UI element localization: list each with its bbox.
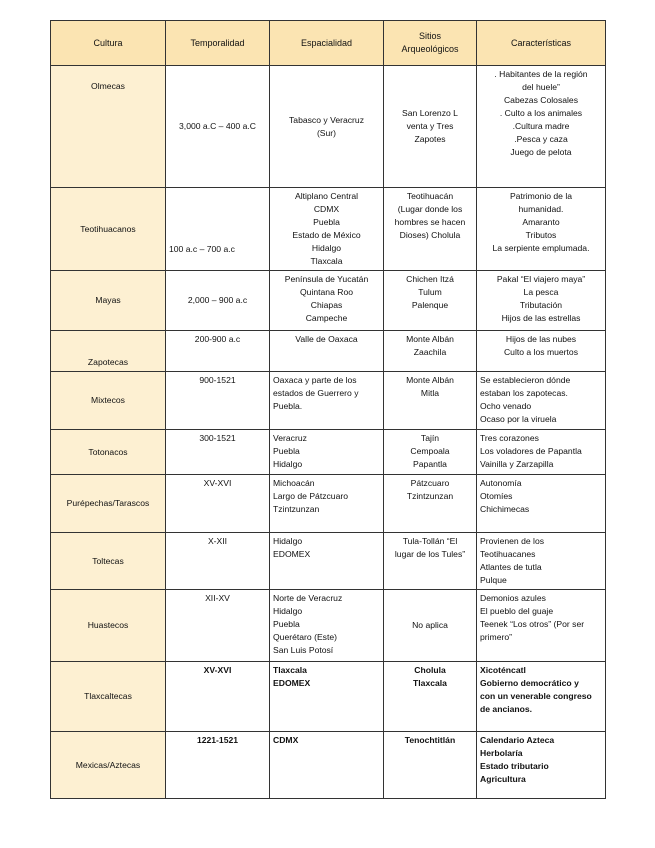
cultura-name: Mexicas/Aztecas (75, 759, 141, 770)
espacialidad-line: (Sur) (316, 127, 337, 138)
sitios-line: Teotihuacán (406, 191, 454, 201)
sitios-line: Cempoala (410, 446, 450, 456)
espacialidad-line: Chiapas (310, 300, 343, 310)
culture-row-tlaxcaltecas (51, 662, 606, 732)
header-temporalidad: Temporalidad (166, 21, 270, 66)
sitios-line: Mitla (420, 388, 440, 398)
espacialidad-line: Quintana Roo (299, 287, 354, 297)
caracteristicas-cell (477, 331, 606, 372)
caracteristicas-line: .Pesca y caza (514, 134, 568, 144)
caracteristicas-cell (477, 66, 606, 188)
sitios-line: Zapotes (414, 134, 446, 144)
sitios-line: venta y Tres (406, 121, 454, 131)
caracteristicas-line: Teenek “Los otros” (Por ser (480, 619, 585, 629)
espacialidad-line: Hidalgo (273, 459, 303, 469)
caracteristicas-line: Tres corazones (480, 433, 539, 443)
temporalidad-line: X-XII (207, 536, 228, 546)
caracteristicas-line: La serpiente emplumada. (492, 243, 590, 253)
caracteristicas-line: Otomíes (480, 491, 513, 501)
caracteristicas-line: Estado tributario (480, 761, 549, 771)
temporalidad-cell (166, 533, 270, 590)
caracteristicas-line: Atlantes de tutla (480, 562, 542, 572)
caracteristicas-line: Calendario Azteca (480, 735, 555, 745)
culture-row-mexicas-aztecas (51, 732, 606, 799)
espacialidad-line: Hidalgo (273, 606, 303, 616)
sitios-line: No aplica (412, 620, 448, 630)
sitios-line: Tenochtitlán (404, 735, 456, 745)
sitios-line: Palenque (411, 300, 449, 310)
culture-row-mayas (51, 271, 606, 331)
cultura-cell (51, 372, 166, 430)
caracteristicas-line: estaban los zapotecas. (480, 388, 568, 398)
sitios-cell (384, 662, 477, 732)
sitios-cell (384, 271, 477, 331)
caracteristicas-line: La pesca (523, 287, 559, 297)
caracteristicas-line: . Culto a los animales (499, 108, 583, 118)
temporalidad-cell (166, 372, 270, 430)
temporalidad-cell (166, 331, 270, 372)
caracteristicas-line: Hijos de las nubes (505, 334, 577, 344)
sitios-line: Dioses) Cholula (399, 230, 461, 240)
temporalidad-line: 100 a.c – 700 a.c (169, 244, 235, 254)
caracteristicas-cell (477, 590, 606, 662)
sitios-line: Chichen Itzá (406, 274, 454, 284)
caracteristicas-line: Vainilla y Zarzapilla (480, 459, 554, 469)
temporalidad-line: XV-XVI (203, 665, 232, 675)
caracteristicas-line: Demonios azules (480, 593, 546, 603)
sitios-cell (384, 732, 477, 799)
espacialidad-line: Puebla (313, 217, 340, 227)
sitios-cell (384, 372, 477, 430)
temporalidad-cell (166, 188, 270, 271)
espacialidad-line: Michoacán (273, 478, 315, 488)
culture-row-zapotecas (51, 331, 606, 372)
sitios-cell (384, 188, 477, 271)
header-espacialidad: Espacialidad (270, 21, 384, 66)
caracteristicas-line: del huele” (522, 82, 560, 92)
espacialidad-cell (270, 188, 384, 271)
caracteristicas-line: Patrimonio de la (509, 191, 573, 201)
cultura-name: Purépechas/Tarascos (66, 498, 150, 508)
caracteristicas-line: Se establecieron dónde (480, 375, 571, 385)
cultura-cell (51, 430, 166, 475)
caracteristicas-line: . Habitantes de la región (494, 69, 588, 79)
caracteristicas-line: El pueblo del guaje (480, 606, 554, 616)
caracteristicas-line: Culto a los muertos (503, 347, 579, 357)
sitios-cell (384, 430, 477, 475)
sitios-line: Papantla (413, 459, 447, 469)
temporalidad-cell (166, 662, 270, 732)
temporalidad-line: 1221-1521 (196, 735, 239, 745)
caracteristicas-cell (477, 475, 606, 533)
cultures-table (50, 20, 606, 799)
caracteristicas-cell (477, 662, 606, 732)
temporalidad-line: 900-1521 (199, 375, 236, 385)
espacialidad-line: CDMX (273, 735, 299, 745)
culture-row-purepechas-tarascos (51, 475, 606, 533)
cultura-cell (51, 66, 166, 188)
espacialidad-cell (270, 533, 384, 590)
espacialidad-line: Norte de Veracruz (273, 593, 343, 603)
espacialidad-line: Largo de Pátzcuaro (273, 491, 349, 501)
caracteristicas-line: Xicoténcatl (480, 665, 526, 675)
cultura-name: Teotihuacanos (80, 223, 136, 234)
caracteristicas-line: Juego de pelota (510, 147, 572, 157)
espacialidad-cell (270, 331, 384, 372)
caracteristicas-line: Autonomía (480, 478, 522, 488)
cultura-name: Toltecas (92, 555, 124, 566)
espacialidad-line: Península de Yucatán (284, 274, 369, 284)
caracteristicas-cell (477, 430, 606, 475)
caracteristicas-line: Agricultura (480, 774, 526, 784)
cultura-name: Totonacos (88, 446, 128, 457)
cultura-cell (51, 533, 166, 590)
temporalidad-cell (166, 66, 270, 188)
espacialidad-line: Hidalgo (311, 243, 342, 253)
caracteristicas-cell (477, 533, 606, 590)
espacialidad-line: Tlaxcala (310, 256, 343, 266)
header-sitios-arqueologicos: Sitios Arqueológicos (384, 21, 477, 66)
temporalidad-cell (166, 430, 270, 475)
cultura-name: Huastecos (87, 620, 129, 630)
sitios-line: Monte Albán (406, 375, 454, 385)
caracteristicas-cell (477, 188, 606, 271)
sitios-cell (384, 590, 477, 662)
espacialidad-line: Valle de Oaxaca (295, 334, 358, 344)
caracteristicas-line: primero” (480, 632, 512, 642)
espacialidad-cell (270, 475, 384, 533)
sitios-line: Monte Albán (406, 334, 454, 344)
caracteristicas-line: Los voladores de Papantla (480, 446, 582, 456)
sitios-line: Tlaxcala (413, 678, 447, 688)
culture-row-teotihuacanos (51, 188, 606, 271)
caracteristicas-line: Gobierno democrático y (480, 678, 579, 688)
espacialidad-line: Campeche (305, 313, 348, 323)
espacialidad-cell (270, 66, 384, 188)
caracteristicas-line: Herbolaría (480, 748, 523, 758)
espacialidad-line: EDOMEX (273, 678, 311, 688)
header-cultura: Cultura (51, 21, 166, 66)
cultura-name: Zapotecas (87, 357, 129, 367)
espacialidad-line: San Luis Potosí (273, 645, 334, 655)
sitios-line: Pátzcuaro (410, 478, 450, 488)
cultura-cell (51, 331, 166, 372)
espacialidad-line: Tlaxcala (273, 665, 307, 675)
temporalidad-line: XII-XV (205, 593, 230, 603)
espacialidad-cell (270, 430, 384, 475)
sitios-cell (384, 475, 477, 533)
temporalidad-cell (166, 271, 270, 331)
caracteristicas-line: Tributos (525, 230, 557, 240)
caracteristicas-line: Chichimecas (480, 504, 530, 514)
sitios-line: Tzintzunzan (406, 491, 454, 501)
temporalidad-line: 300-1521 (199, 433, 236, 443)
caracteristicas-cell (477, 372, 606, 430)
culture-row-olmecas (51, 66, 606, 188)
espacialidad-cell (270, 372, 384, 430)
sitios-cell (384, 66, 477, 188)
caracteristicas-line: Provienen de los (480, 536, 545, 546)
espacialidad-cell (270, 590, 384, 662)
espacialidad-line: CDMX (313, 204, 340, 214)
cultura-cell (51, 271, 166, 331)
caracteristicas-cell (477, 732, 606, 799)
temporalidad-line: 3,000 a.C – 400 a.C (179, 121, 256, 131)
sitios-line: Tulum (418, 287, 442, 297)
caracteristicas-line: de ancianos. (480, 704, 533, 714)
temporalidad-cell (166, 590, 270, 662)
temporalidad-line: XV-XVI (203, 478, 232, 488)
cultura-cell (51, 590, 166, 662)
culture-row-toltecas (51, 533, 606, 590)
sitios-line: (Lugar donde los (397, 204, 463, 214)
sitios-cell (384, 533, 477, 590)
cultura-name: Mayas (95, 295, 121, 305)
sitios-line: Tula-Tollán “El (402, 536, 458, 546)
espacialidad-line: EDOMEX (273, 549, 311, 559)
caracteristicas-line: Hijos de las estrellas (501, 313, 581, 323)
espacialidad-line: Tabasco y Veracruz (289, 114, 364, 125)
espacialidad-line: Puebla (273, 446, 300, 456)
caracteristicas-line: .Cultura madre (512, 121, 570, 131)
sitios-line: Zaachila (413, 347, 447, 357)
caracteristicas-line: Ocho venado (480, 401, 532, 411)
espacialidad-cell (270, 732, 384, 799)
caracteristicas-line: Tributación (519, 300, 563, 310)
cultura-cell (51, 732, 166, 799)
espacialidad-line: Tzintzunzan (273, 504, 320, 514)
espacialidad-line: Altiplano Central (294, 191, 359, 201)
espacialidad-line: Oaxaca y parte de los (273, 375, 357, 385)
cultura-cell (51, 662, 166, 732)
caracteristicas-line: Teotihuacanes (480, 549, 536, 559)
culture-row-totonacos (51, 430, 606, 475)
sitios-line: Cholula (414, 665, 446, 675)
sitios-line: Tajín (420, 433, 440, 443)
espacialidad-cell (270, 271, 384, 331)
temporalidad-cell (166, 475, 270, 533)
espacialidad-line: Puebla. (273, 401, 303, 411)
header-caracteristicas: Características (477, 21, 606, 66)
espacialidad-line: Estado de México (292, 230, 361, 240)
caracteristicas-line: con un venerable congreso (480, 691, 592, 701)
caracteristicas-line: Pulque (480, 575, 507, 585)
sitios-line: lugar de los Tules” (394, 549, 466, 559)
header-row (51, 21, 606, 66)
espacialidad-line: Veracruz (273, 433, 307, 443)
sitios-line: San Lorenzo L (402, 108, 458, 118)
cultura-name: Tlaxcaltecas (84, 691, 132, 701)
culture-row-huastecos (51, 590, 606, 662)
espacialidad-line: Querétaro (Este) (273, 632, 337, 642)
temporalidad-cell (166, 732, 270, 799)
cultura-name: Olmecas (91, 81, 125, 91)
espacialidad-line: Hidalgo (273, 536, 303, 546)
cultura-cell (51, 475, 166, 533)
caracteristicas-line: Cabezas Colosales (503, 95, 579, 105)
sitios-line: hombres se hacen (394, 217, 466, 227)
caracteristicas-line: Ocaso por la viruela (480, 414, 557, 424)
temporalidad-line: 2,000 – 900 a.c (187, 295, 248, 305)
sitios-cell (384, 331, 477, 372)
espacialidad-line: Puebla (273, 619, 300, 629)
caracteristicas-cell (477, 271, 606, 331)
cultura-name: Mixtecos (91, 395, 125, 405)
caracteristicas-line: Pakal “El viajero maya” (496, 274, 586, 284)
cultura-cell (51, 188, 166, 271)
espacialidad-line: estados de Guerrero y (273, 388, 359, 398)
temporalidad-line: 200-900 a.c (194, 334, 241, 344)
caracteristicas-line: humanidad. (518, 204, 564, 214)
culture-row-mixtecos (51, 372, 606, 430)
caracteristicas-line: Amaranto (522, 217, 560, 227)
espacialidad-cell (270, 662, 384, 732)
